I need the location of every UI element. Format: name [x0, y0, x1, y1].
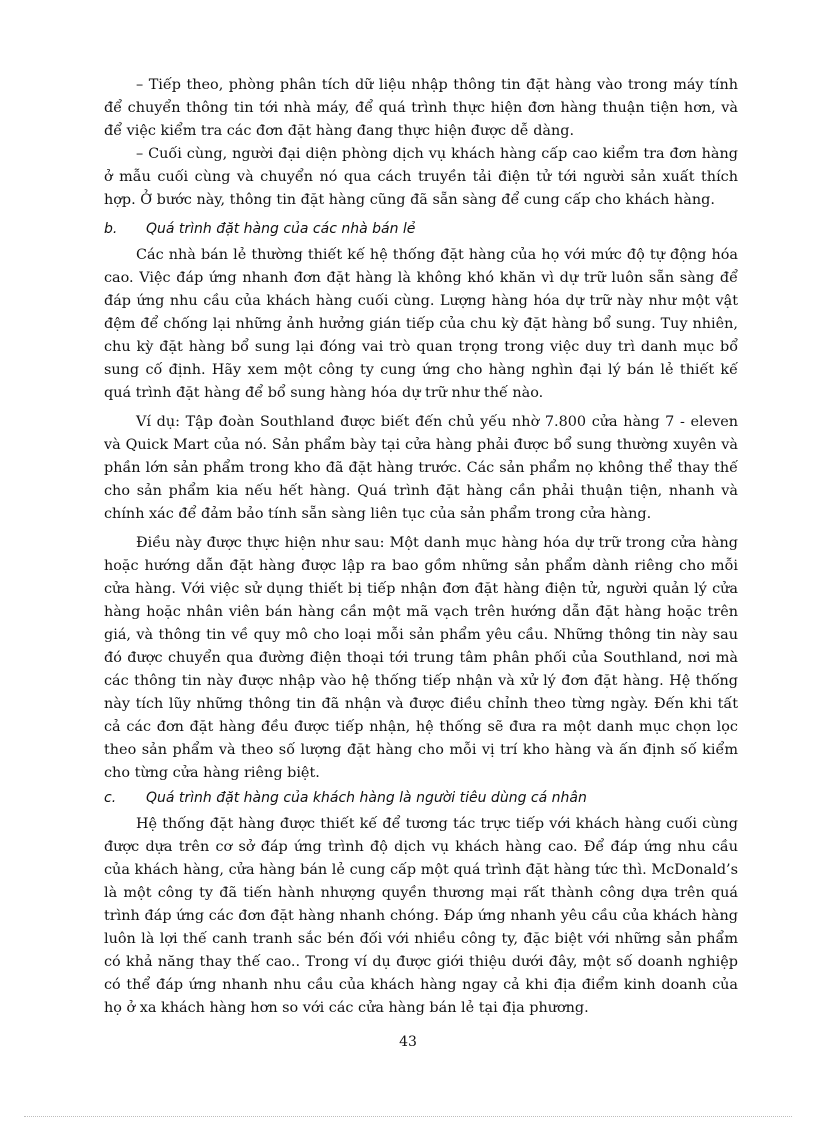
section-letter-c: c.	[104, 790, 117, 806]
page-number: 43	[399, 1034, 417, 1050]
paragraph-retail-intro: Các nhà bán lẻ thường thiết kế hệ thống đặt hàng của họ với mức độ tự động hóa cao. Việc đáp ứng nhanh đơn đặt hàng là không khó khăn vì dự trữ luôn sẵn sàng để đáp ứng nhu cầu của khách hàng cuối cùng. Lượng hàng hóa dự trữ này như một vật đệm để chống lại những ảnh hưởng gián tiếp của chu kỳ đặt hàng bổ sung. Tuy nhiên, chu kỳ đặt hàng bổ sung lại đóng vai trò quan trọng trong việc duy trì danh mục bổ sung cố định. Hãy xem một công ty cung ứng cho hàng nghìn đại lý bán lẻ thiết kế quá trình đặt hàng để bổ sung hàng hóa dự trữ như thế nào.	[104, 247, 738, 401]
section-heading-c	[104, 787, 738, 809]
document-page	[104, 74, 738, 1020]
paragraph-final-review: – Cuối cùng, người đại diện phòng dịch vụ khách hàng cấp cao kiểm tra đơn hàng ở mẫu cuối cùng và chuyển nó qua cách truyền tải điện tử tới người sản xuất thích hợp. Ở bước này, thông tin đặt hàng cũng đã sẵn sàng để cung cấp cho khách hàng.	[104, 146, 738, 208]
section-letter-b: b.	[104, 221, 118, 237]
section-title-c: Quá trình đặt hàng của khách hàng là người tiêu dùng cá nhân	[146, 790, 587, 806]
section-title-b: Quá trình đặt hàng của các nhà bán lẻ	[146, 221, 416, 237]
footer-divider	[24, 1116, 792, 1117]
paragraph-southland-process: Điều này được thực hiện như sau: Một danh mục hàng hóa dự trữ trong cửa hàng hoặc hướng dẫn đặt hàng được lập ra bao gồm những sản phẩm dành riêng cho mỗi cửa hàng. Với việc sử dụng thiết bị tiếp nhận đơn đặt hàng điện tử, người quản lý cửa hàng hoặc nhân viên bán hàng cần một mã vạch trên hướng dẫn đặt hàng hoặc trên giá, và thông tin về quy mô cho loại mỗi sản phẩm yêu cầu. Những thông tin này sau đó được chuyển qua đường điện thoại tới trung tâm phân phối của Southland, nơi mà các thông tin này được nhập vào hệ thống tiếp nhận và xử lý đơn đặt hàng. Hệ thống này tích lũy những thông tin đã nhận và được điều chỉnh theo từng ngày. Đến khi tất cả các đơn đặt hàng đều được tiếp nhận, hệ thống sẽ đưa ra một danh mục chọn lọc theo sản phẩm và theo số lượng đặt hàng cho mỗi vị trí kho hàng và ấn định số kiểm cho từng cửa hàng riêng biệt.	[104, 535, 738, 781]
section-heading-b	[104, 218, 738, 240]
paragraph-consumer-ordering: Hệ thống đặt hàng được thiết kế để tương tác trực tiếp với khách hàng cuối cùng được dựa trên cơ sở đáp ứng trình độ dịch vụ khách hàng cao. Để đáp ứng nhu cầu của khách hàng, cửa hàng bán lẻ cung cấp một quá trình đặt hàng tức thì. McDonald’s là một công ty đã tiến hành nhượng quyền thương mại rất thành công dựa trên quá trình đáp ứng các đơn đặt hàng nhanh chóng. Đáp ứng nhanh yêu cầu của khách hàng luôn là lợi thế canh tranh sắc bén đối với nhiều công ty, đặc biệt với những sản phẩm có khả năng thay thế cao.. Trong ví dụ được giới thiệu dưới đây, một số doanh nghiệp có thể đáp ứng nhanh nhu cầu của khách hàng ngay cả khi địa điểm kinh doanh của họ ở xa khách hàng hơn so với các cửa hàng bán lẻ tại địa phương.	[104, 816, 738, 1016]
paragraph-southland-example: Ví dụ: Tập đoàn Southland được biết đến chủ yếu nhờ 7.800 cửa hàng 7 - eleven và Quick Mart của nó. Sản phẩm bày tại cửa hàng phải được bổ sung thường xuyên và phần lớn sản phẩm trong kho đã đặt hàng trước. Các sản phẩm nọ không thể thay thế cho sản phẩm kia nếu hết hàng. Quá trình đặt hàng cần phải thuận tiện, nhanh và chính xác để đảm bảo tính sẵn sàng liên tục của sản phẩm trong cửa hàng.	[104, 414, 738, 522]
paragraph-order-entry: – Tiếp theo, phòng phân tích dữ liệu nhập thông tin đặt hàng vào trong máy tính để chuyển thông tin tới nhà máy, để quá trình thực hiện đơn hàng thuận tiện hơn, và để việc kiểm tra các đơn đặt hàng đang thực hiện được dễ dàng.	[104, 77, 738, 139]
